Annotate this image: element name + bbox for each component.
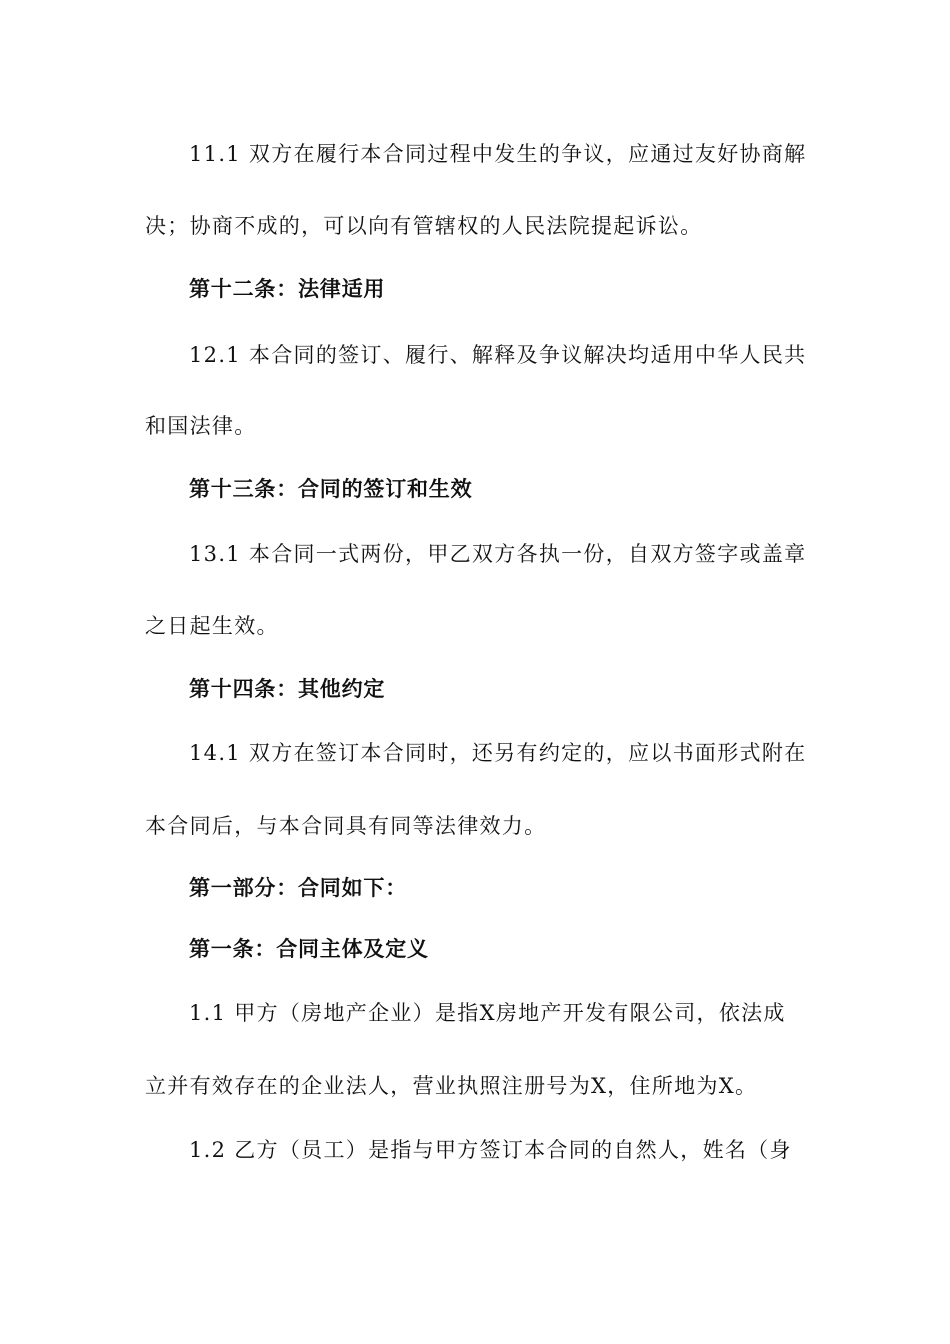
clause-13-1-line-2: 之日起生效。	[145, 614, 279, 638]
clause-14-1-line-1: 14.1 双方在签订本合同时，还另有约定的，应以书面形式附在	[189, 741, 807, 765]
clause-1-1-line-2: 立并有效存在的企业法人，营业执照注册号为X，住所地为X。	[145, 1074, 758, 1098]
article-14-heading: 第十四条：其他约定	[189, 677, 386, 701]
clause-11-1-line-1: 11.1 双方在履行本合同过程中发生的争议，应通过友好协商解	[189, 142, 807, 166]
part-one-heading: 第一部分：合同如下：	[189, 876, 407, 900]
clause-13-1-line-1: 13.1 本合同一式两份，甲乙双方各执一份，自双方签字或盖章	[189, 542, 807, 566]
clause-1-2-line-1: 1.2 乙方（员工）是指与甲方签订本合同的自然人，姓名（身	[189, 1138, 792, 1162]
clause-14-1-line-2: 本合同后，与本合同具有同等法律效力。	[145, 814, 547, 838]
clause-12-1-line-1: 12.1 本合同的签订、履行、解释及争议解决均适用中华人民共	[189, 343, 807, 367]
clause-11-1-line-2: 决；协商不成的，可以向有管辖权的人民法院提起诉讼。	[145, 214, 703, 238]
clause-1-1-line-1: 1.1 甲方（房地产企业）是指X房地产开发有限公司，依法成	[189, 1001, 786, 1025]
article-1-heading: 第一条：合同主体及定义	[189, 937, 429, 961]
article-12-heading: 第十二条：法律适用	[189, 277, 386, 301]
article-13-heading: 第十三条：合同的签订和生效	[189, 477, 473, 501]
clause-12-1-line-2: 和国法律。	[145, 414, 257, 438]
